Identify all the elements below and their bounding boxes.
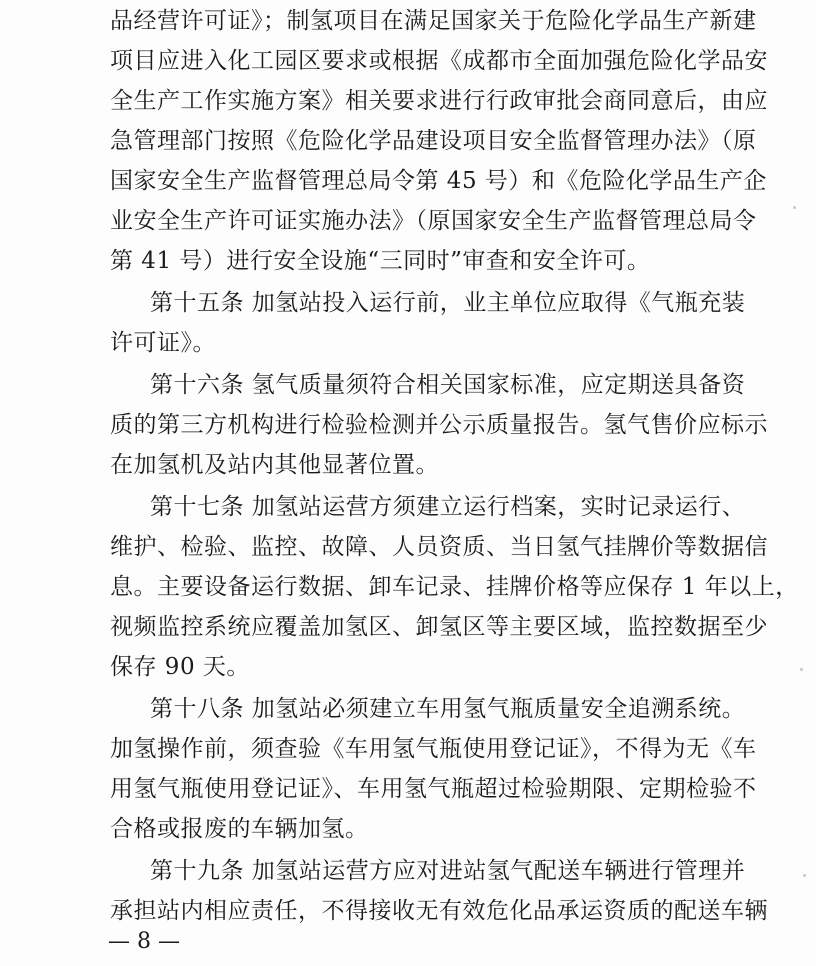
text-line: 合格或报废的车辆加氢。: [110, 816, 369, 842]
text-line: 业安全生产许可证实施办法》（原国家安全生产监督管理总局令: [110, 208, 757, 234]
text-line: 项目应进入化工园区要求或根据《成都市全面加强危险化学品安: [110, 48, 768, 74]
article-17-heading-line: 第十七条 加氢站运营方须建立运行档案，实时记录运行、: [150, 494, 746, 520]
article-18-heading-line: 第十八条 加氢站必须建立车用氢气瓶质量安全追溯系统。: [150, 696, 746, 722]
text-line: 质的第三方机构进行检验检测并公示质量报告。氢气售价应标示: [110, 412, 768, 438]
text-line: 品经营许可证》；制氢项目在满足国家关于危险化学品生产新建: [110, 8, 757, 34]
article-15-heading-line: 第十五条 加氢站投入运行前，业主单位应取得《气瓶充装: [150, 290, 746, 316]
text-line: 在加氢机及站内其他显著位置。: [110, 452, 439, 478]
text-line: 第 41 号）进行安全设施“三同时”审查和安全许可。: [110, 248, 651, 274]
text-line: 维护、检验、监控、故障、人员资质、当日氢气挂牌价等数据信: [110, 534, 768, 560]
scan-speck: [793, 206, 796, 209]
scan-speck: [800, 668, 803, 671]
text-line: 息。主要设备运行数据、卸车记录、挂牌价格等应保存 1 年以上，: [110, 574, 799, 600]
text-line: 用氢气瓶使用登记证》、车用氢气瓶超过检验期限、定期检验不: [110, 776, 757, 802]
text-line: 加氢操作前，须查验《车用氢气瓶使用登记证》，不得为无《车: [110, 736, 757, 762]
text-line: 全生产工作实施方案》相关要求进行行政审批会商同意后，由应: [110, 88, 768, 114]
text-line: 许可证》。: [110, 330, 216, 356]
text-line: 承担站内相应责任，不得接收无有效危化品承运资质的配送车辆: [110, 898, 768, 924]
text-line: 视频监控系统应覆盖加氢区、卸氢区等主要区域，监控数据至少: [110, 614, 768, 640]
article-16-heading-line: 第十六条 氢气质量须符合相关国家标准，应定期送具备资: [150, 372, 746, 398]
text-line: 保存 90 天。: [110, 654, 250, 680]
page-number: — 8 —: [108, 929, 180, 954]
text-line: 急管理部门按照《危险化学品建设项目安全监督管理办法》（原: [110, 128, 757, 154]
article-19-heading-line: 第十九条 加氢站运营方应对进站氢气配送车辆进行管理并: [150, 858, 746, 884]
scan-speck: [803, 874, 806, 877]
text-line: 国家安全生产监督管理总局令第 45 号）和《危险化学品生产企: [110, 168, 767, 194]
